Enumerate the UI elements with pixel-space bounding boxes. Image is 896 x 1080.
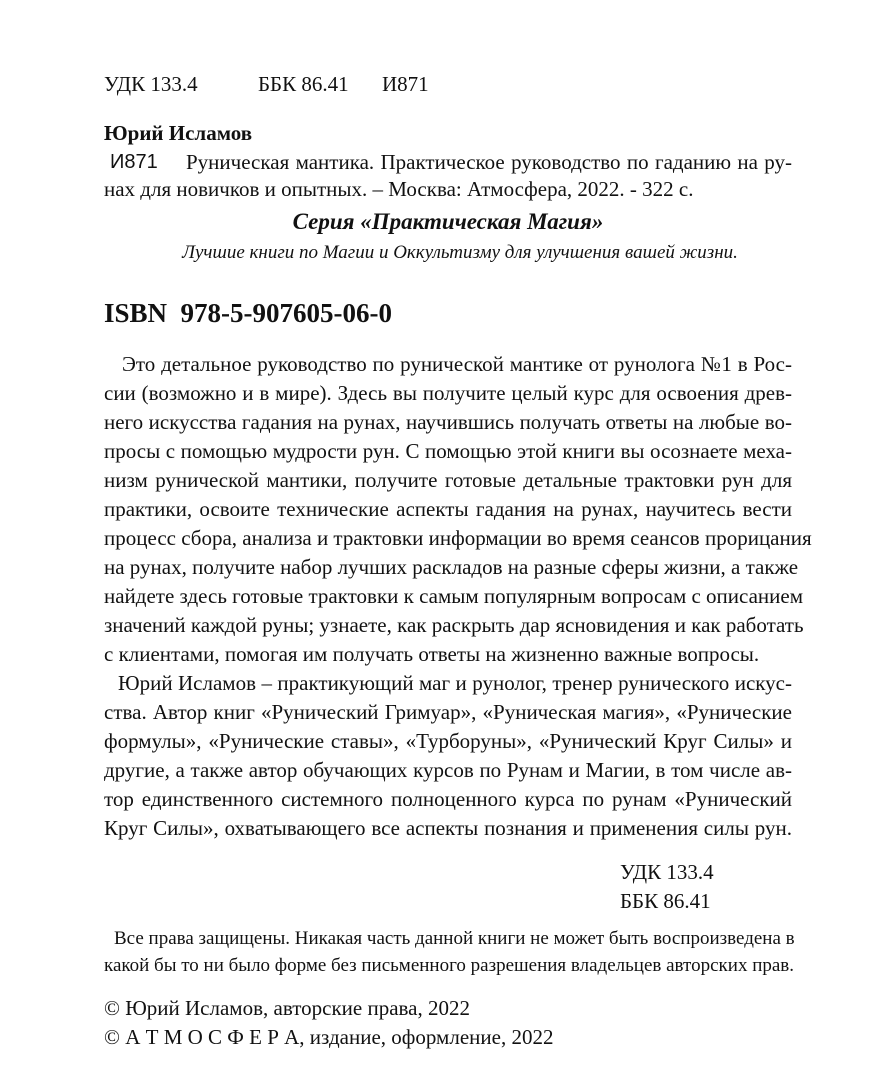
header-udk: УДК 133.4 — [104, 72, 198, 96]
annotation-line: просы с помощью мудрости рун. С помощью этой книги вы осознаете меха- — [104, 439, 792, 463]
series-title: Серия «Практическая Магия» — [292, 209, 604, 234]
annotation-line: значений каждой руны; узнаете, как раскрыть дар ясновидения и как работать — [104, 613, 804, 637]
bibliographic-line-2: нах для новичков и опытных. – Москва: Атмосфера, 2022. - 322 с. — [104, 177, 694, 201]
copyright-publisher: © А Т М О С Ф Е Р А, издание, оформление, 2022 — [104, 1025, 554, 1049]
annotation-line: с клиентами, помогая им получать ответы на жизненно важные вопросы. — [104, 642, 760, 666]
annotation-line: Юрий Исламов – практикующий маг и рунолог, тренер рунического искус- — [118, 671, 792, 695]
annotation-line: него искусства гадания на рунах, научившись получать ответы на любые во- — [104, 410, 792, 434]
rights-line-2: какой бы то ни было форме без письменного разрешения владельцев авторских прав. — [104, 955, 795, 976]
annotation-line: найдете здесь готовые трактовки к самым популярным вопросам с описанием — [104, 584, 804, 608]
author-mark: И871 — [110, 151, 158, 173]
annotation-line: тор единственного системного полноценного курса по рунам «Рунический — [104, 787, 792, 811]
classification-udk: УДК 133.4 — [620, 860, 714, 884]
annotation-line: Круг Силы», охватывающего все аспекты познания и применения силы рун. — [104, 816, 792, 840]
isbn: ISBN 978-5-907605-06-0 — [104, 298, 392, 328]
header-author-mark: И871 — [382, 72, 429, 96]
copyright-author: © Юрий Исламов, авторские права, 2022 — [104, 996, 470, 1020]
header-bbk: ББК 86.41 — [258, 72, 349, 96]
annotation-line: другие, а также автор обучающих курсов по Рунам и Магии, в том числе ав- — [104, 758, 792, 782]
annotation-line: сии (возможно и в мире). Здесь вы получите целый курс для освоения древ- — [104, 381, 792, 405]
bibliographic-line-1: Руническая мантика. Практическое руководство по гаданию на ру- — [186, 150, 792, 174]
series-subtitle: Лучшие книги по Магии и Оккультизму для улучшения вашей жизни. — [182, 242, 738, 263]
annotation-line: Это детальное руководство по рунической мантике от рунолога №1 в Рос- — [122, 352, 792, 376]
annotation-line: формулы», «Рунические ставы», «Турборуны», «Рунический Круг Силы» и — [104, 729, 792, 753]
annotation-line: практики, освоите технические аспекты гадания на рунах, научитесь вести — [104, 497, 792, 521]
classification-bbk: ББК 86.41 — [620, 889, 711, 913]
rights-line-1: Все права защищены. Никакая часть данной книги не может быть воспроизведена в — [114, 928, 795, 949]
annotation-line: на рунах, получите набор лучших раскладов на разные сферы жизни, а также — [104, 555, 799, 579]
annotation-line: процесс сбора, анализа и трактовки информации во время сеансов прорицания — [104, 526, 812, 550]
author-name: Юрий Исламов — [104, 121, 253, 145]
annotation-line: ства. Автор книг «Рунический Гримуар», «Руническая магия», «Рунические — [104, 700, 792, 724]
annotation-line: низм рунической мантики, получите готовые детальные трактовки рун для — [104, 468, 792, 492]
